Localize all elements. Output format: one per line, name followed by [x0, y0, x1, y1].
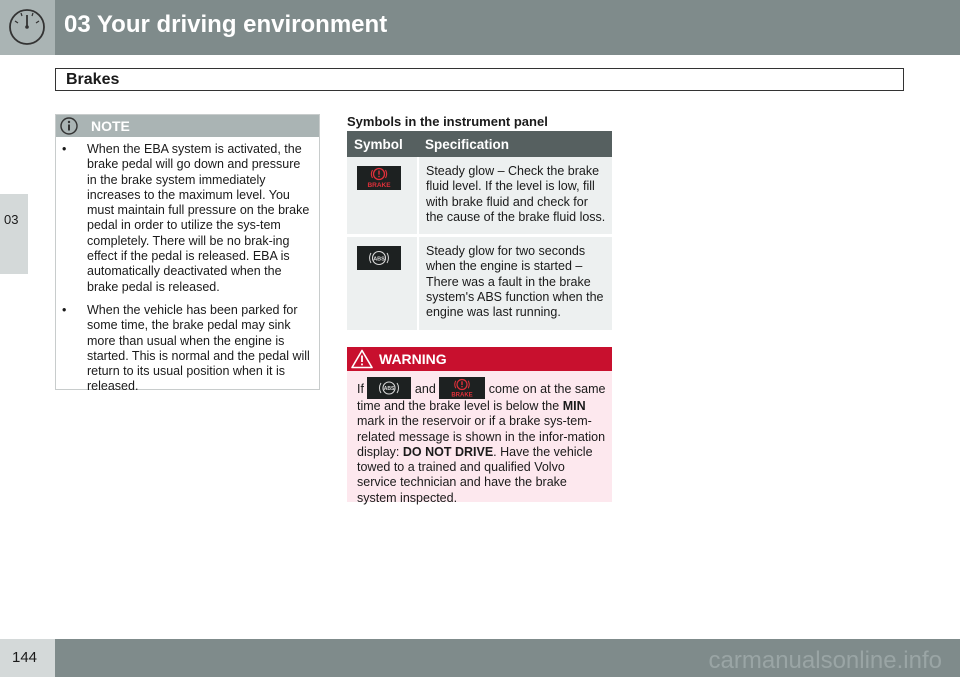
column-header-symbol: Symbol — [347, 131, 418, 157]
watermark: carmanualsonline.info — [708, 647, 942, 674]
page-footer — [0, 639, 960, 677]
chapter-number: 03 — [4, 212, 19, 227]
speedometer-icon-box — [0, 0, 55, 55]
table-header-row — [347, 131, 612, 157]
abs-icon-text: ABS — [384, 386, 395, 393]
warning-text-2: mark in the reservoir or if a brake sys-tem-related message is shown in the infor-mation display: — [357, 414, 606, 459]
note-box — [55, 114, 320, 394]
warning-triangle-icon — [351, 349, 373, 369]
warning-text-if: If — [357, 382, 364, 396]
page-number: 144 — [12, 649, 38, 666]
warning-text — [357, 377, 607, 506]
brake-warning-icon — [357, 166, 401, 190]
abs-icon-text: ABS — [373, 256, 385, 263]
symbols-table — [347, 131, 612, 333]
section-title: Brakes — [66, 71, 120, 88]
note-item: • When the EBA system is activated, the brake pedal will go down and pressure in the brake system immediately increases to the maximum level. You must maintain full pressure on the brake pedal in order to utilize the sys-tem completely. There will be no brak-ing effect if the pedal is released. EBA is automatically deactivated when the brake pedal is released. — [56, 142, 318, 295]
symbol-cell — [347, 236, 418, 331]
column-header-specification: Specification — [418, 131, 612, 157]
note-list — [56, 142, 318, 403]
abs-warning-icon — [367, 377, 411, 399]
warning-label: WARNING — [379, 351, 447, 367]
table-row — [347, 157, 612, 236]
abs-warning-icon — [357, 246, 401, 270]
warning-header — [347, 347, 612, 371]
page-number-box — [0, 639, 55, 677]
do-not-drive: DO NOT DRIVE — [402, 444, 494, 459]
table-row — [347, 236, 612, 331]
warning-text-1: come on at the same time and the brake level is below the — [357, 382, 606, 413]
chapter-title: 03 Your driving environment — [64, 11, 388, 38]
warning-text-and: and — [414, 382, 436, 396]
symbols-heading: Symbols in the instrument panel — [347, 114, 548, 129]
chapter-side-tab — [0, 194, 28, 274]
symbol-cell — [347, 157, 418, 236]
brake-icon-text: BRAKE — [451, 392, 473, 399]
warning-text-3: . Have the vehicle towed to a trained and qualified Volvo service technician and have the brake system inspected. — [357, 444, 593, 505]
brake-warning-icon — [439, 377, 485, 399]
note-item: • When the vehicle has been parked for some time, the brake pedal may sink more than usual when the engine is started. This is normal and the pedal will return to its usual position when it is released. — [56, 303, 318, 395]
min-mark: MIN — [562, 399, 586, 413]
info-icon — [60, 117, 78, 135]
note-label: NOTE — [91, 118, 130, 134]
brake-icon-text: BRAKE — [367, 182, 391, 189]
specification-cell: Steady glow for two seconds when the engine is started – There was a fault in the brake system's ABS function when the engine was last running. — [418, 236, 612, 331]
warning-box — [347, 347, 612, 505]
section-bar — [55, 68, 904, 91]
note-header — [56, 115, 319, 137]
specification-cell: Steady glow – Check the brake fluid level. If the level is low, fill with brake fluid and check for the cause of the brake fluid loss. — [418, 157, 612, 236]
chapter-header — [0, 0, 960, 55]
speedometer-icon — [7, 7, 47, 47]
